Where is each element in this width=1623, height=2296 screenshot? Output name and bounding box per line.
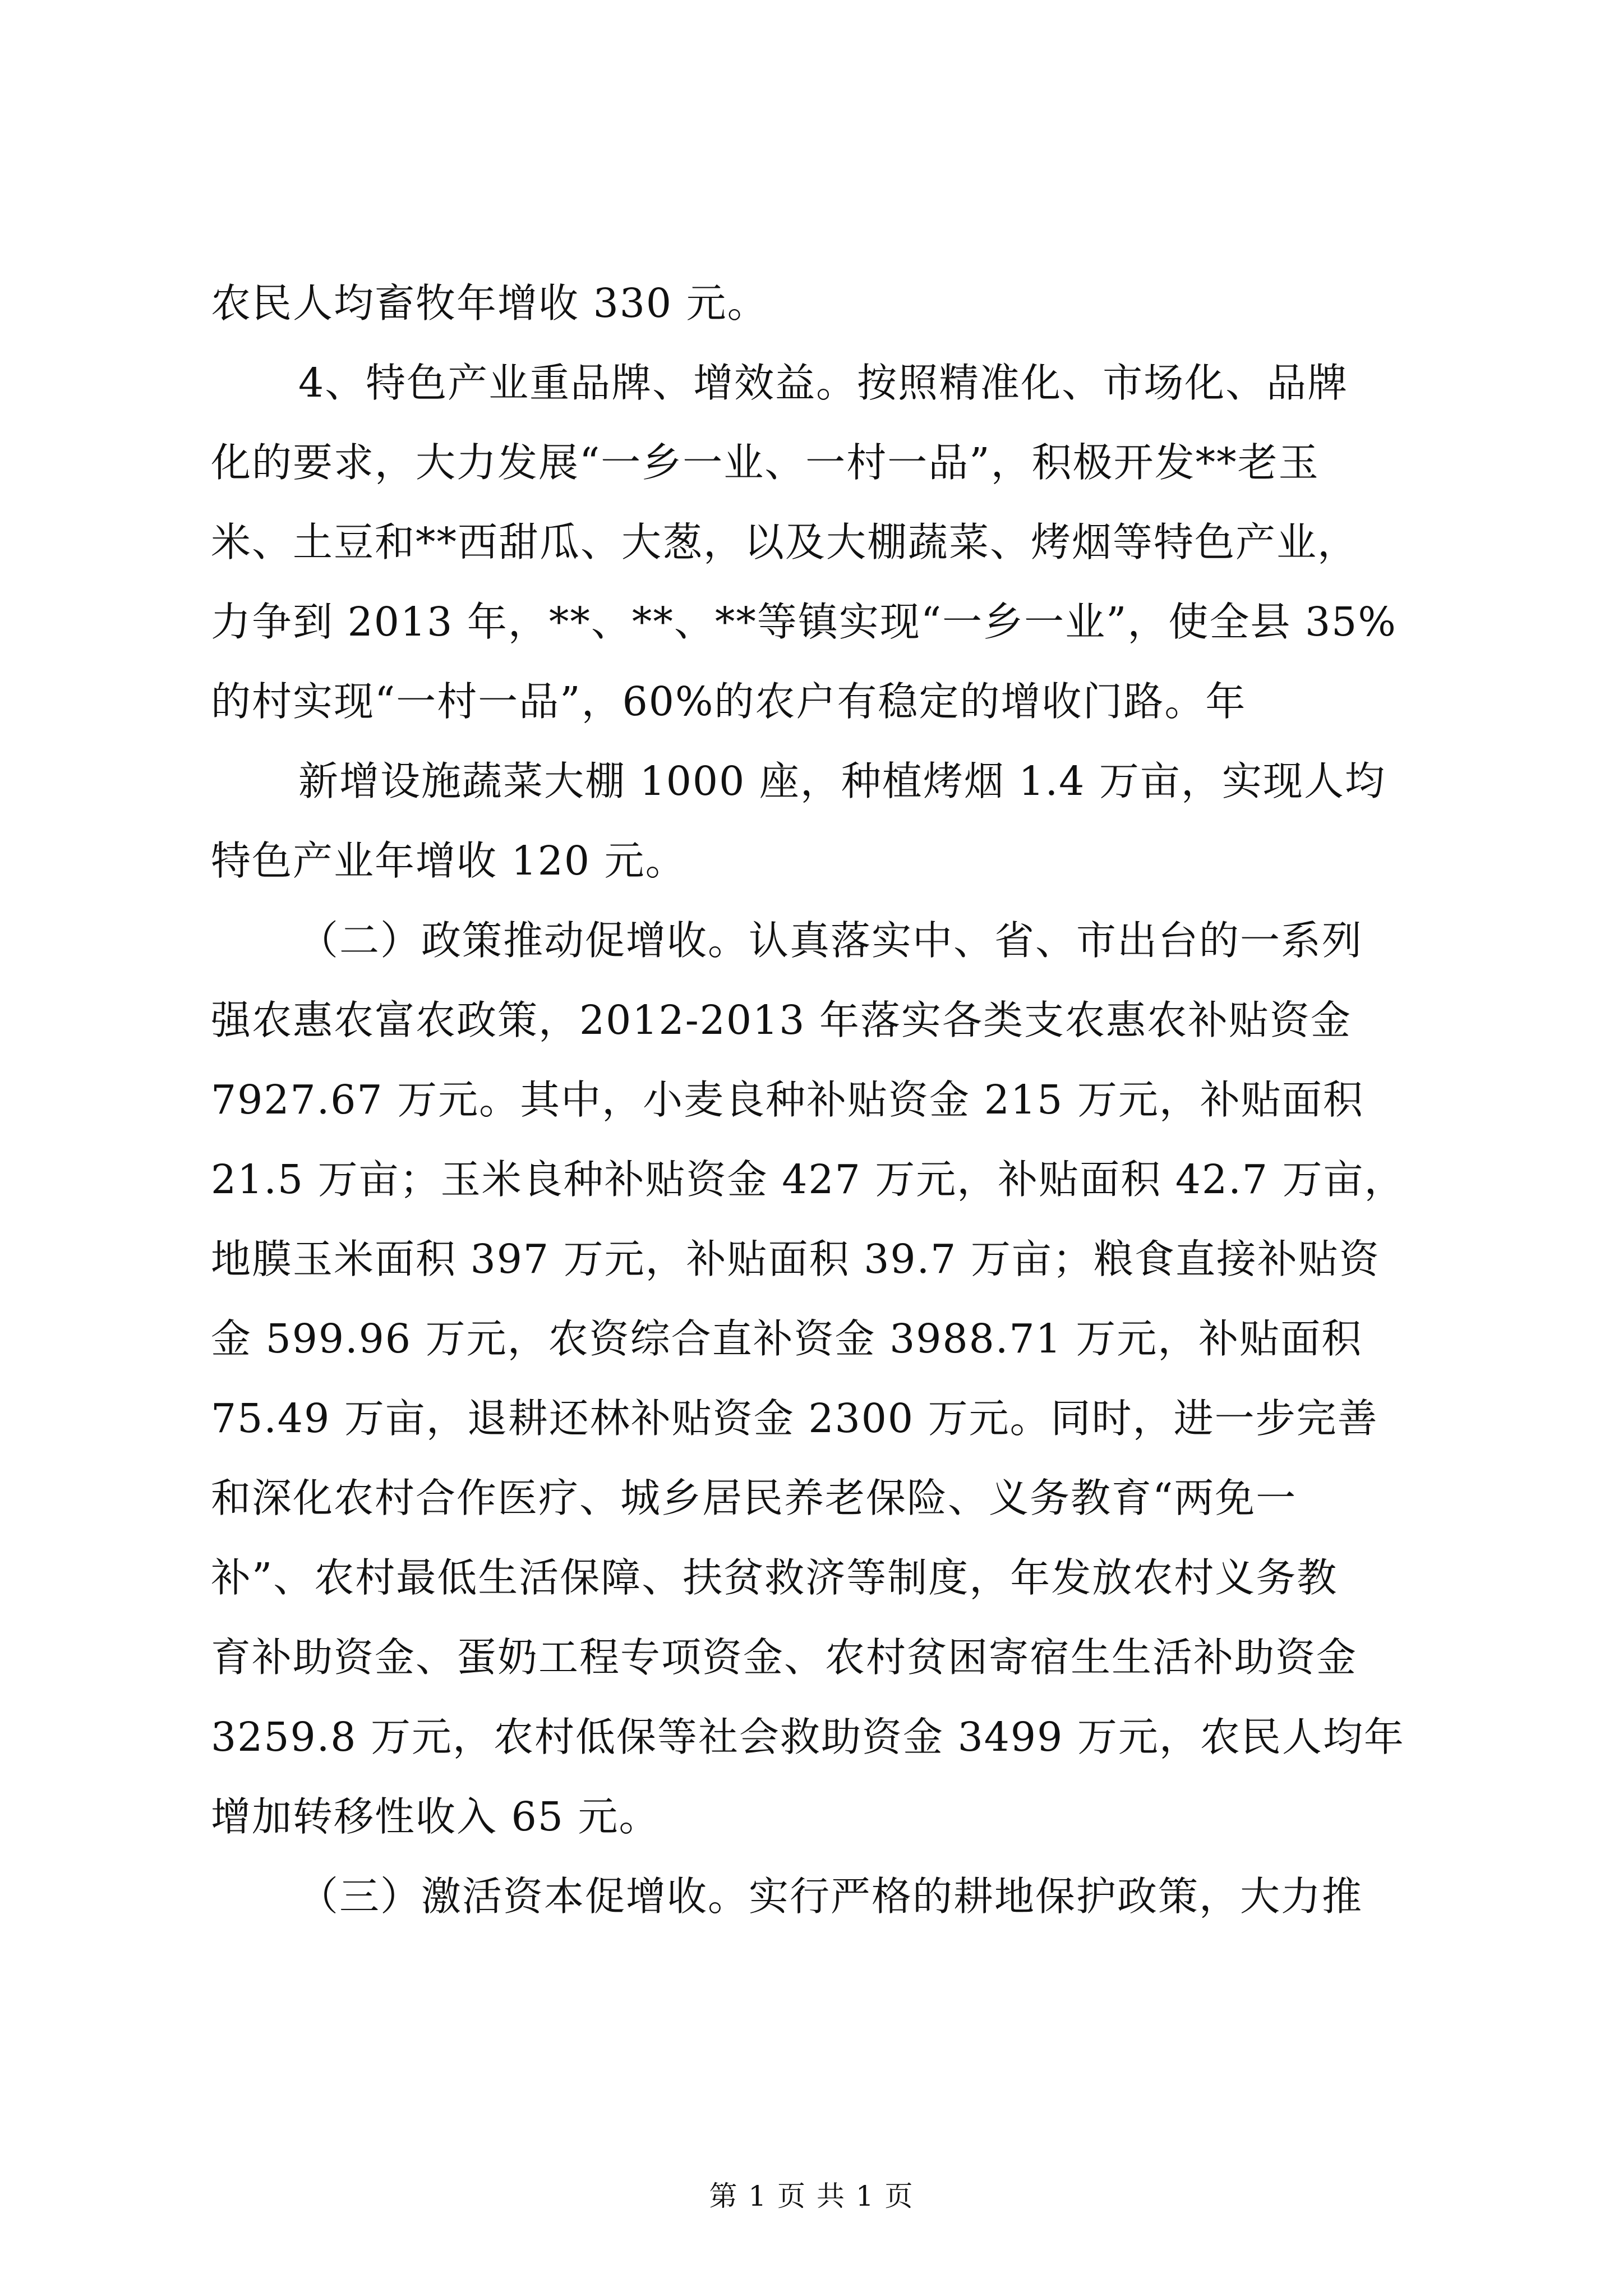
page-footer: 第 1 页 共 1 页 <box>709 2180 914 2212</box>
text-line: 增加转移性收入 65 元。 <box>211 1793 660 1840</box>
text-line: 特色产业年增收 120 元。 <box>211 838 686 884</box>
text-line: （三）激活资本促增收。实行严格的耕地保护政策，大力推 <box>298 1873 1363 1920</box>
text-line: 农民人均畜牧年增收 330 元。 <box>211 280 768 326</box>
text-line: 地膜玉米面积 397 万元，补贴面积 39.7 万亩；粮食直接补贴资 <box>211 1236 1380 1282</box>
text-line: 7927.67 万元。其中，小麦良种补贴资金 215 万元，补贴面积 <box>211 1076 1364 1123</box>
text-line: 育补助资金、蛋奶工程专项资金、农村贫困寄宿生生活补助资金 <box>211 1634 1358 1681</box>
text-line: 新增设施蔬菜大棚 1000 座，种植烤烟 1.4 万亩，实现人均 <box>298 758 1386 804</box>
text-line: 强农惠农富农政策，2012-2013 年落实各类支农惠农补贴资金 <box>211 997 1352 1043</box>
text-line: 75.49 万亩，退耕还林补贴资金 2300 万元。同时，进一步完善 <box>211 1395 1378 1442</box>
text-line: 和深化农村合作医疗、城乡居民养老保险、义务教育“两免一 <box>211 1475 1297 1521</box>
text-line: 3259.8 万元，农村低保等社会救助资金 3499 万元，农民人均年 <box>211 1714 1405 1760</box>
text-line: 力争到 2013 年，**、**、**等镇实现“一乡一业”，使全县 35% <box>211 599 1397 645</box>
text-line: 21.5 万亩；玉米良种补贴资金 427 万元，补贴面积 42.7 万亩， <box>211 1156 1405 1203</box>
text-line: （二）政策推动促增收。认真落实中、省、市出台的一系列 <box>298 917 1363 964</box>
text-line: 米、土豆和**西甜瓜、大葱，以及大棚蔬菜、烤烟等特色产业， <box>211 519 1359 565</box>
text-line: 补”、农村最低生活保障、扶贫救济等制度，年发放农村义务教 <box>211 1554 1338 1601</box>
text-line: 化的要求，大力发展“一乡一业、一村一品”，积极开发**老玉 <box>211 439 1320 486</box>
text-line: 金 599.96 万元，农资综合直补资金 3988.71 万元，补贴面积 <box>211 1315 1363 1362</box>
document-body <box>211 264 1450 1936</box>
text-line: 的村实现“一村一品”，60%的农户有稳定的增收门路。年 <box>211 678 1247 725</box>
text-line: 4、特色产业重品牌、增效益。按照精准化、市场化、品牌 <box>298 360 1349 406</box>
